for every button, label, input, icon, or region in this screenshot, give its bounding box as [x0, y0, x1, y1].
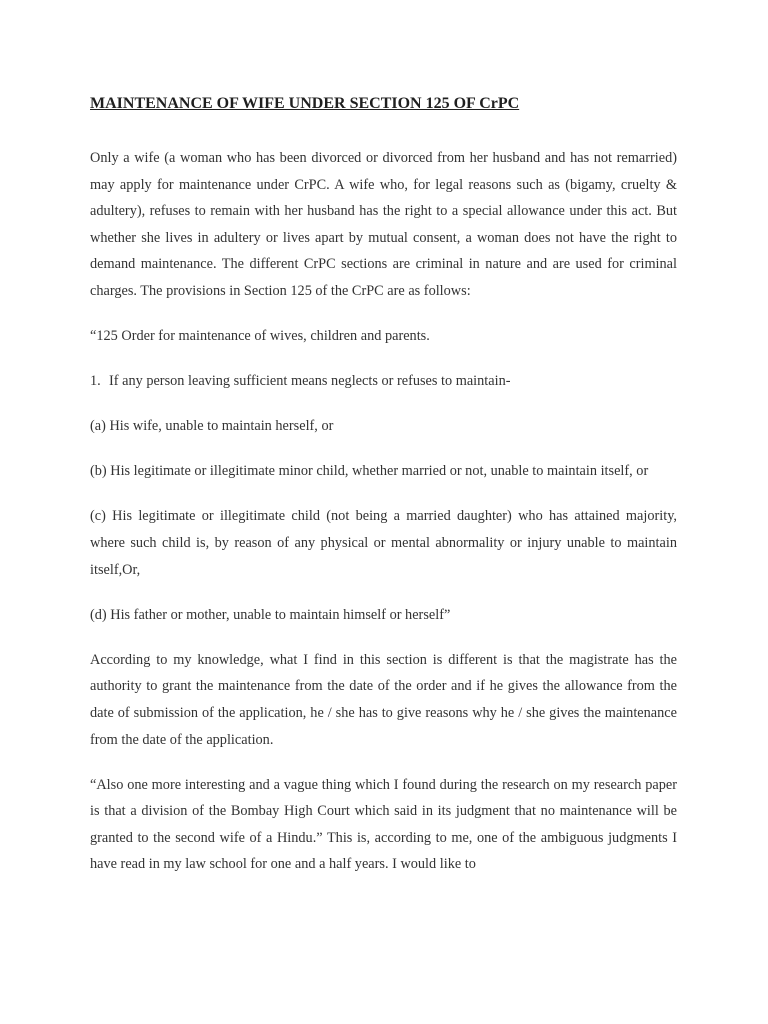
document-body	[90, 93, 677, 897]
clause-text: If any person leaving sufficient means neglects or refuses to maintain-	[109, 373, 511, 390]
research-paragraph: “Also one more interesting and a vague thing which I found during the research on my research paper is that a division of the Bombay High Court which said in its judgment that no maintenance will be granted to the second wife of a Hindu.” This is, according to me, one of the ambiguous judgments I have read in my law school for one and a half years. I would like to	[90, 776, 677, 873]
clause-d: (d) His father or mother, unable to maintain himself or herself”	[90, 606, 451, 623]
opinion-paragraph: According to my knowledge, what I find in this section is different is that the magistrate has the authority to grant the maintenance from the date of the order and if he gives the allowance from the date of submission of the application, he / she has to give reasons why he / she gives the maintenance from the date of the application.	[90, 651, 677, 748]
clause-b: (b) His legitimate or illegitimate minor child, whether married or not, unable to maintain itself, or	[90, 463, 649, 480]
clause-number: 1.	[90, 373, 101, 390]
document-title: MAINTENANCE OF WIFE UNDER SECTION 125 OF CrPC	[90, 95, 520, 112]
numbered-clause	[90, 368, 677, 395]
section-heading-paragraph: “125 Order for maintenance of wives, children and parents.	[90, 328, 430, 345]
clause-a: (a) His wife, unable to maintain herself, or	[90, 418, 334, 435]
intro-paragraph: Only a wife (a woman who has been divorced or divorced from her husband and has not remarried) may apply for maintenance under CrPC. A wife who, for legal reasons such as (bigamy, cruelty & adultery), refuses to remain with her husband has the right to a special allowance under this act. But whether she lives in adultery or lives apart by mutual consent, a woman does not have the right to demand maintenance. The different CrPC sections are criminal in nature and are used for criminal charges. The provisions in Section 125 of the CrPC are as follows:	[90, 150, 677, 299]
clause-c: (c) His legitimate or illegitimate child (not being a married daughter) who has attained majority, where such child is, by reason of any physical or mental abnormality or injury unable to maintain itself,Or,	[90, 508, 677, 578]
